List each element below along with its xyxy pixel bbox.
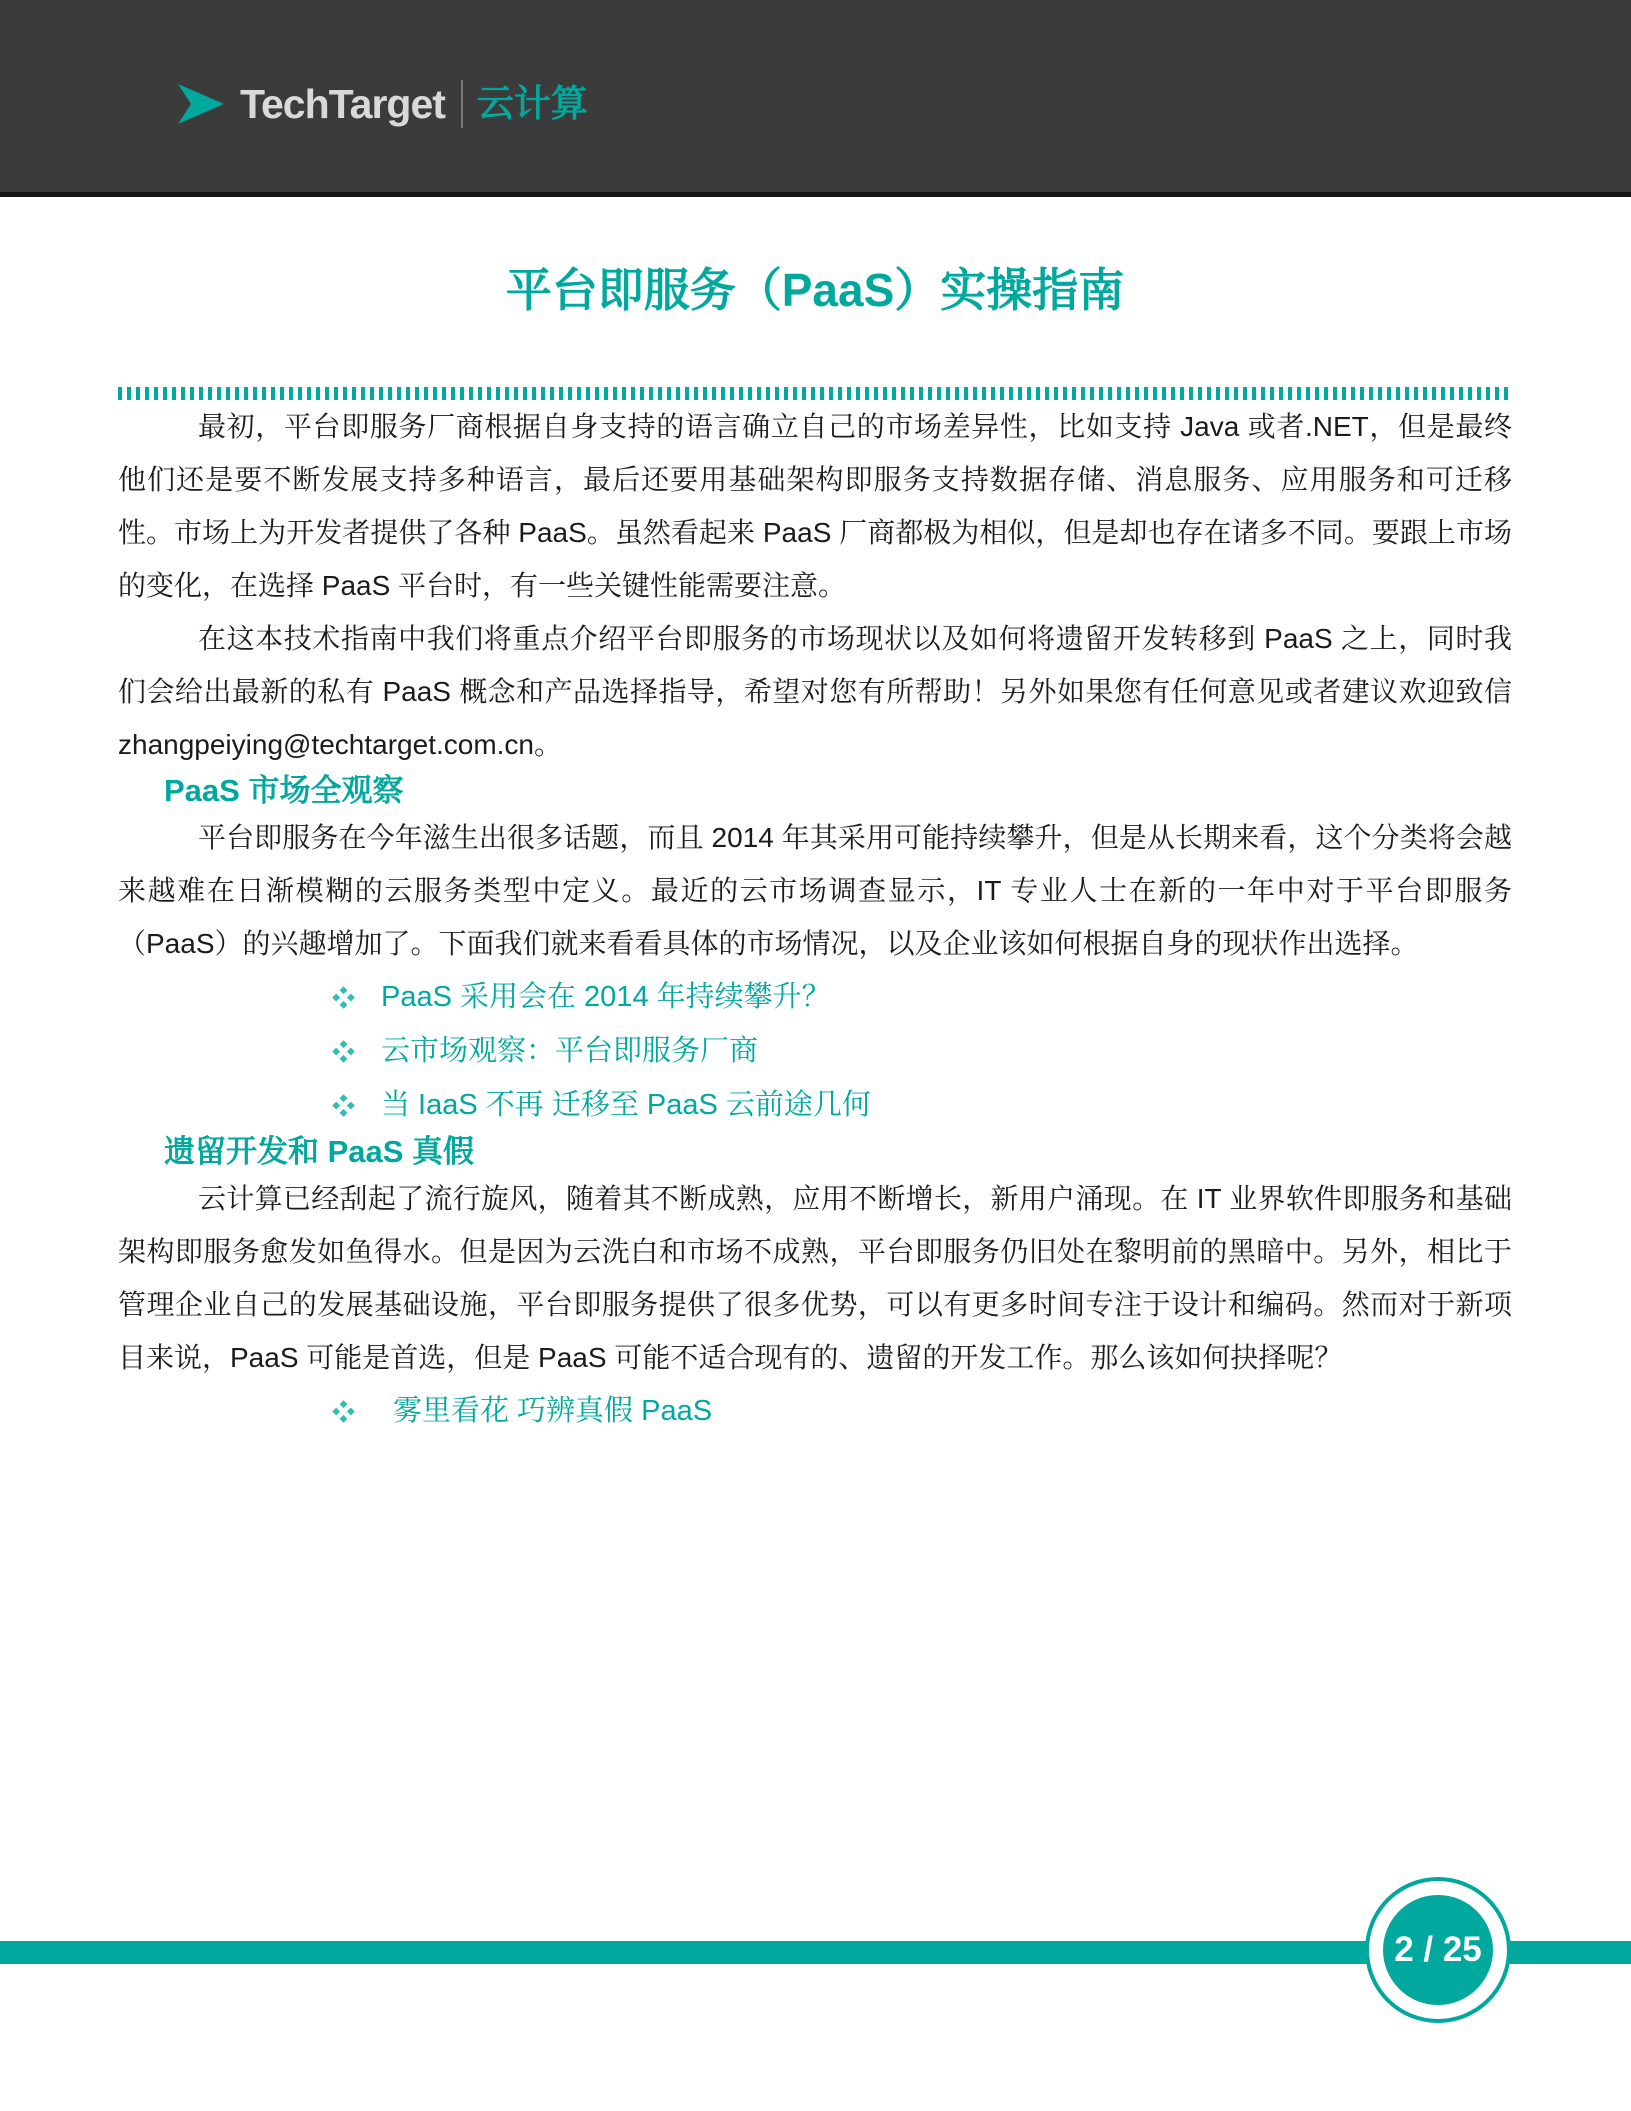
channel-name: 云计算 [476,83,588,124]
page-number: 2 / 25 [1383,1895,1493,2005]
four-diamond-bullet-icon [330,1092,357,1119]
article-link-true-fake-paas[interactable]: 雾里看花 巧辨真假 PaaS [393,1395,713,1427]
chevron-right-arrow-icon [178,84,224,124]
article-link-iaas-to-paas[interactable]: 当 IaaS 不再 迁移至 PaaS 云前途几何 [381,1089,871,1121]
four-diamond-bullet-icon [330,984,357,1011]
intro-paragraph-1: 最初，平台即服务厂商根据自身支持的语言确立自己的市场差异性，比如支持 Java 或者.NET，但是最终他们还是要不断发展支持多种语言，最后还要用基础架构即服务支持数据存储、消息服务、应用服务和可迁移性。市场上为开发者提供了各种 PaaS。虽然看起来 PaaS 厂商都极为相似，但是却也存在诸多不同。要跟上市场的变化，在选择 PaaS 平台时，有一些关键性能需要注意。 [118,411,1512,601]
dotted-divider [118,387,1512,400]
article-link-cloud-market-watch[interactable]: 云市场观察：平台即服务厂商 [381,1035,759,1067]
section-heading-market-overview: PaaS 市场全观察 [164,773,404,808]
section-2-paragraph: 云计算已经刮起了流行旋风，随着其不断成熟，应用不断增长，新用户涌现。在 IT 业界软件即服务和基础架构即服务愈发如鱼得水。但是因为云洗白和市场不成熟，平台即服务仍旧处在黎明前的黑暗中。另外，相比于管理企业自己的发展基础设施，平台即服务提供了很多优势，可以有更多时间专注于设计和编码。然而对于新项目来说，PaaS 可能是首选，但是 PaaS 可能不适合现有的、遗留的开发工作。那么该如何抉择呢？ [118,1183,1512,1373]
page-number-badge [1365,1877,1511,2023]
logo-divider [461,80,463,128]
list-item [330,1078,1512,1132]
section-1-link-list [118,970,1512,1132]
document-body [118,197,1512,1438]
top-banner [0,0,1631,197]
section-2-link-list [118,1384,1512,1438]
section-heading-legacy-dev: 遗留开发和 PaaS 真假 [164,1134,475,1169]
article-link-paas-adoption[interactable]: PaaS 采用会在 2014 年持续攀升？ [381,981,831,1013]
four-diamond-bullet-icon [330,1038,357,1065]
list-item [330,1384,1512,1438]
list-item [330,1024,1512,1078]
four-diamond-bullet-icon [330,1398,357,1425]
intro-paragraph-2: 在这本技术指南中我们将重点介绍平台即服务的市场现状以及如何将遗留开发转移到 PaaS 之上，同时我们会给出最新的私有 PaaS 概念和产品选择指导，希望对您有所帮助！另外如果您有任何意见或者建议欢迎致信 zhangpeiying@techtarget.com.cn。 [118,623,1512,760]
brand-name: TechTarget [240,81,445,127]
list-item [330,970,1512,1024]
page-title: 平台即服务（PaaS）实操指南 [505,264,1125,316]
techtarget-logo [178,80,588,128]
section-1-paragraph: 平台即服务在今年滋生出很多话题，而且 2014 年其采用可能持续攀升，但是从长期来看，这个分类将会越来越难在日渐模糊的云服务类型中定义。最近的云市场调查显示，IT 专业人士在新的一年中对于平台即服务（PaaS）的兴趣增加了。下面我们就来看看具体的市场情况，以及企业该如何根据自身的现状作出选择。 [118,822,1512,959]
